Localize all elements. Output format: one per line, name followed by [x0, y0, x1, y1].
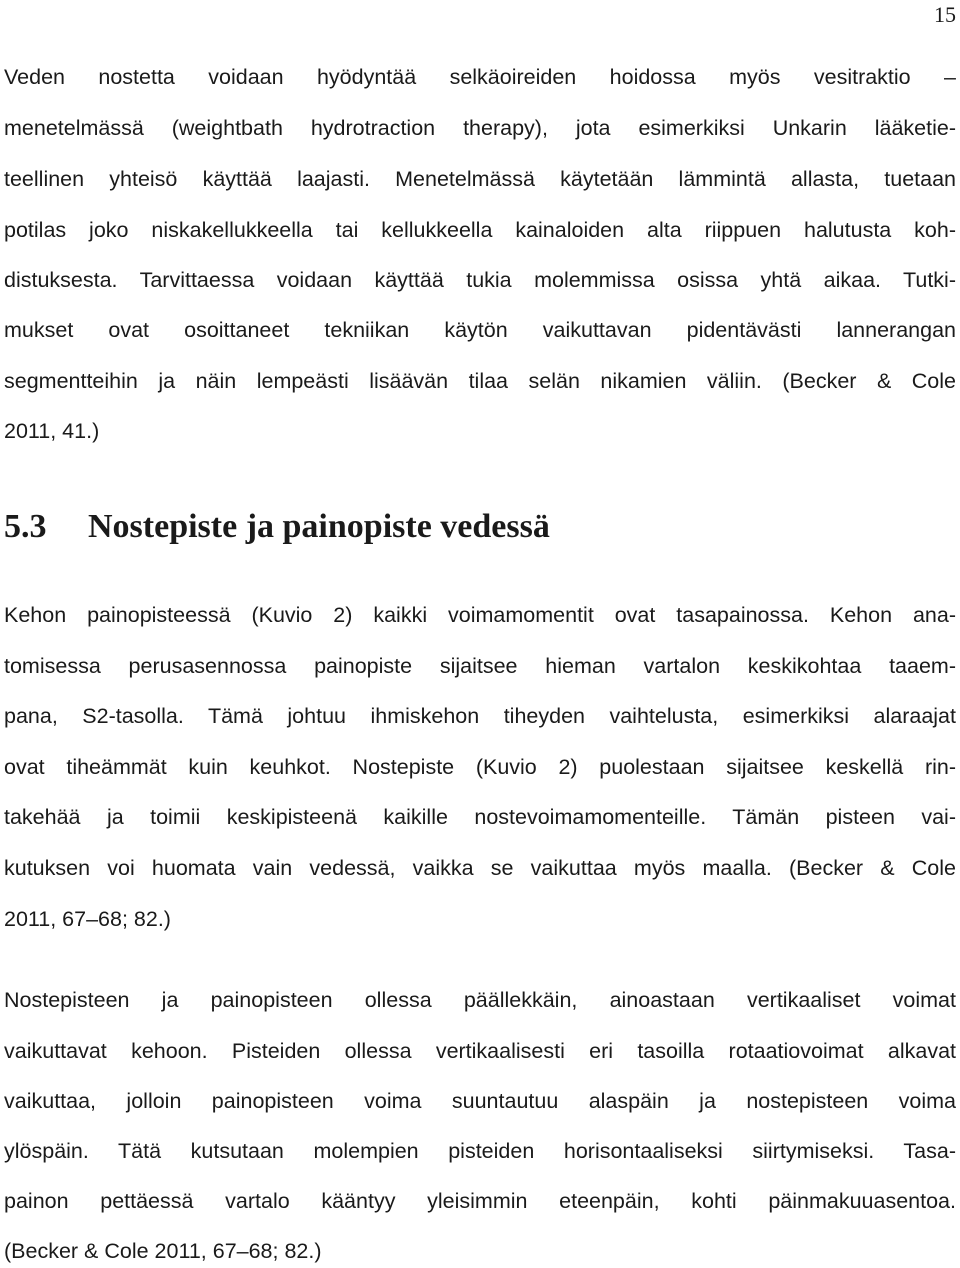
text-line: teellinen yhteisö käyttää laajasti. Menetelmässä käytetään lämmintä allasta, tuetaan: [4, 167, 956, 191]
text-line: Veden nostetta voidaan hyödyntää selkäoireiden hoidossa myös vesitraktio –: [4, 65, 956, 89]
text-line: Kehon painopisteessä (Kuvio 2) kaikki voimamomentit ovat tasapainossa. Kehon ana-: [4, 603, 956, 627]
text-line: distuksesta. Tarvittaessa voidaan käyttää tukia molemmissa osissa yhtä aikaa. Tutki-: [4, 268, 956, 292]
text-line: potilas joko niskakellukkeella tai kellukkeella kainaloiden alta riippuen halutusta koh-: [4, 218, 956, 242]
text-line: takehää ja toimii keskipisteenä kaikille nostevoimamomenteille. Tämän pisteen vai-: [4, 805, 956, 829]
text-line: vaikuttaa, jolloin painopisteen voima suuntautuu alaspäin ja nostepisteen voima: [4, 1089, 956, 1113]
text-line: 2011, 41.): [4, 419, 100, 443]
text-line: segmentteihin ja näin lempeästi lisäävän tilaa selän nikamien väliin. (Becker & Cole: [4, 369, 956, 393]
text-line: 2011, 67–68; 82.): [4, 907, 171, 931]
page-number: 15: [934, 2, 956, 27]
text-line: vaikuttavat kehoon. Pisteiden ollessa vertikaalisesti eri tasoilla rotaatiovoimat alkavat: [4, 1039, 956, 1063]
section-title: Nostepiste ja painopiste vedessä: [88, 508, 550, 545]
text-line: tomisessa perusasennossa painopiste sijaitsee hieman vartalon keskikohtaa taaem-: [4, 654, 956, 678]
text-line: (Becker & Cole 2011, 67–68; 82.): [4, 1239, 322, 1263]
section-heading: [4, 502, 550, 552]
section-number: 5.3: [4, 508, 47, 545]
text-line: ylöspäin. Tätä kutsutaan molempien pisteiden horisontaaliseksi siirtymiseksi. Tasa-: [4, 1139, 956, 1163]
text-line: pana, S2-tasolla. Tämä johtuu ihmiskehon tiheyden vaihtelusta, esimerkiksi alaraajat: [4, 704, 956, 728]
text-line: ovat tiheämmät kuin keuhkot. Nostepiste (Kuvio 2) puolestaan sijaitsee keskellä rin-: [4, 755, 956, 779]
text-line: mukset ovat osoittaneet tekniikan käytön vaikuttavan pidentävästi lannerangan: [4, 318, 956, 342]
text-line: menetelmässä (weightbath hydrotraction therapy), jota esimerkiksi Unkarin lääketie-: [4, 116, 956, 140]
text-line: Nostepisteen ja painopisteen ollessa päällekkäin, ainoastaan vertikaaliset voimat: [4, 988, 956, 1012]
text-line: painon pettäessä vartalo kääntyy yleisimmin eteenpäin, kohti päinmakuuasentoa.: [4, 1189, 956, 1213]
text-line: kutuksen voi huomata vain vedessä, vaikka se vaikuttaa myös maalla. (Becker & Cole: [4, 856, 956, 880]
